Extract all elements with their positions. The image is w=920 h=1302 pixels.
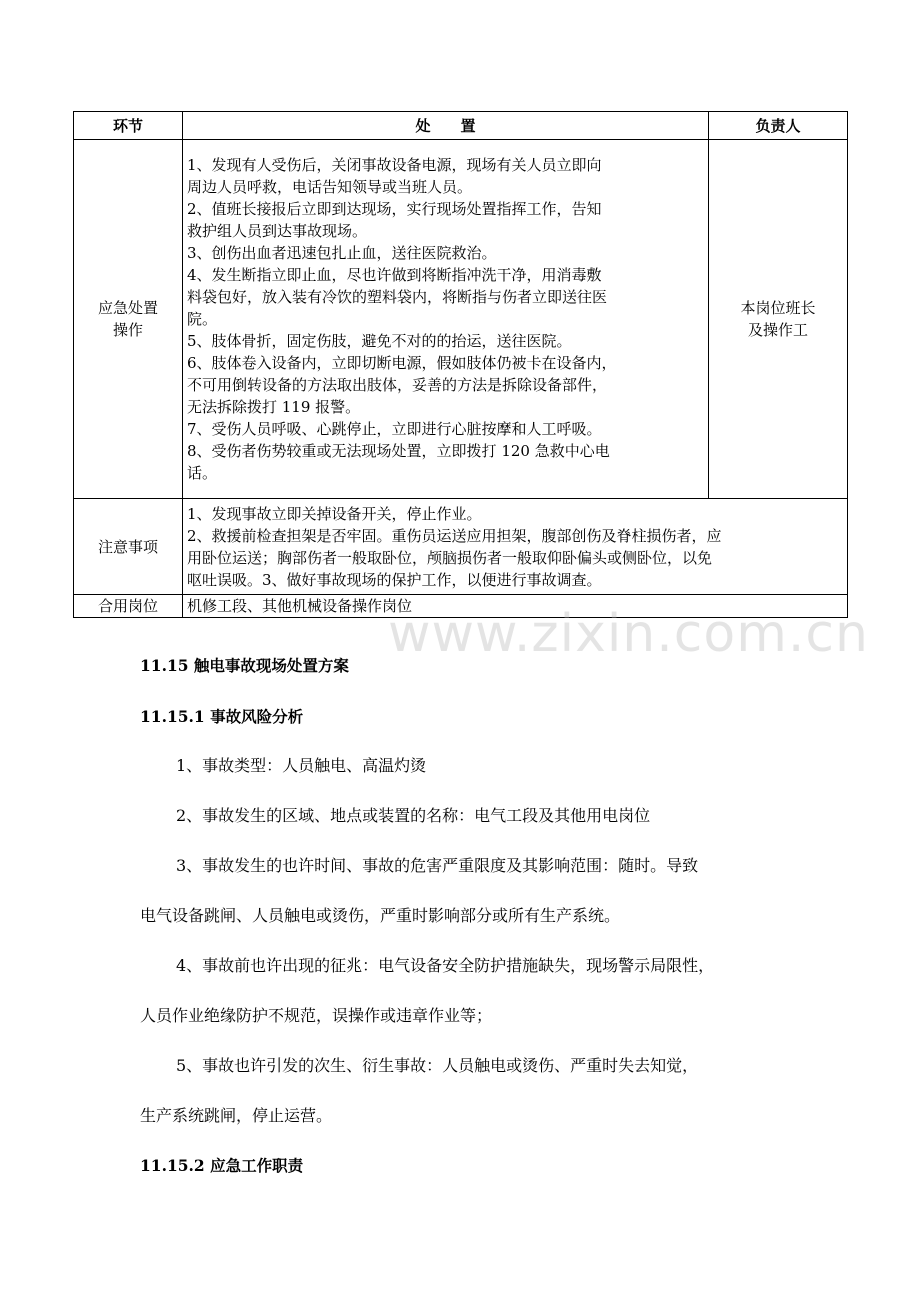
risk-item-3-cont: 电气设备跳闸、人员触电或烫伤，严重时影响部分或所有生产系统。 (140, 906, 621, 925)
table-header-row (74, 112, 848, 140)
risk-item-4: 4、事故前也许出现的征兆：电气设备安全防护措施缺失，现场警示局限性， (176, 956, 715, 975)
header-disposal: 处 置 (183, 112, 709, 140)
subsection-title-risk: 11.15.1 事故风险分析 (140, 707, 304, 726)
risk-item-3: 3、事故发生的也许时间、事故的危害严重限度及其影响范围：随时。导致 (176, 856, 699, 875)
notes-content: 1、发现事故立即关掉设备开关，停止作业。 2、救援前检查担架是否牢固。重伤员运送应用担架，腹部创伤及脊柱损伤者，应 用卧位运送；胸部伤者一般取卧位，颅脑损伤者一般取仰卧偏头或侧卧位，以免 呕吐误吸。3、做好事故现场的保护工作，以便进行事故调查。 (183, 499, 848, 595)
row-label-notes: 注意事项 (74, 499, 183, 595)
disposal-table (73, 111, 848, 618)
subsection-title-duties: 11.15.2 应急工作职责 (140, 1156, 304, 1175)
risk-item-2: 2、事故发生的区域、地点或装置的名称：电气工段及其他用电岗位 (176, 806, 651, 825)
section-title: 11.15 触电事故现场处置方案 (140, 656, 349, 675)
table-row (74, 140, 848, 499)
header-stage: 环节 (74, 112, 183, 140)
risk-item-4-cont: 人员作业绝缘防护不规范，误操作或违章作业等； (140, 1006, 493, 1025)
table-row (74, 595, 848, 618)
applicable-positions: 机修工段、其他机械设备操作岗位 (183, 595, 848, 618)
risk-item-5: 5、事故也许引发的次生、衍生事故：人员触电或烫伤、严重时失去知觉， (176, 1056, 699, 1075)
site-watermark: www.zixin.com.cn (388, 604, 869, 664)
risk-item-1: 1、事故类型：人员触电、高温灼烫 (176, 756, 427, 775)
emergency-steps: 1、发现有人受伤后，关闭事故设备电源，现场有关人员立即向 周边人员呼救，电话告知领导或当班人员。 2、值班长接报后立即到达现场，实行现场处置指挥工作，告知 救护组人员到达事故现场。 3、创伤出血者迅速包扎止血，送往医院救治。 4、发生断指立即止血，尽也许做到将断指冲洗干净，用消毒敷 料袋包好，放入装有冷饮的塑料袋内，将断指与伤者立即送往医 院。 5、肢体骨折，固定伤肢，避免不对的的抬运，送往医院。 6、肢体卷入设备内，立即切断电源，假如肢体仍被卡在设备内， 不可用倒转设备的方法取出肢体，妥善的方法是拆除设备部件， 无法拆除拨打 119 报警。 7、受伤人员呼吸、心跳停止，立即进行心脏按摩和人工呼吸。 8、受伤者伤势较重或无法现场处置，立即拨打 120 急救中心电 话。 (183, 140, 709, 499)
risk-item-5-cont: 生产系统跳闸，停止运营。 (140, 1106, 333, 1125)
row-label-emergency: 应急处置 操作 (74, 140, 183, 499)
row-owner-emergency: 本岗位班长 及操作工 (709, 140, 848, 499)
row-label-applicable: 合用岗位 (74, 595, 183, 618)
table-row (74, 499, 848, 595)
header-owner: 负责人 (709, 112, 848, 140)
